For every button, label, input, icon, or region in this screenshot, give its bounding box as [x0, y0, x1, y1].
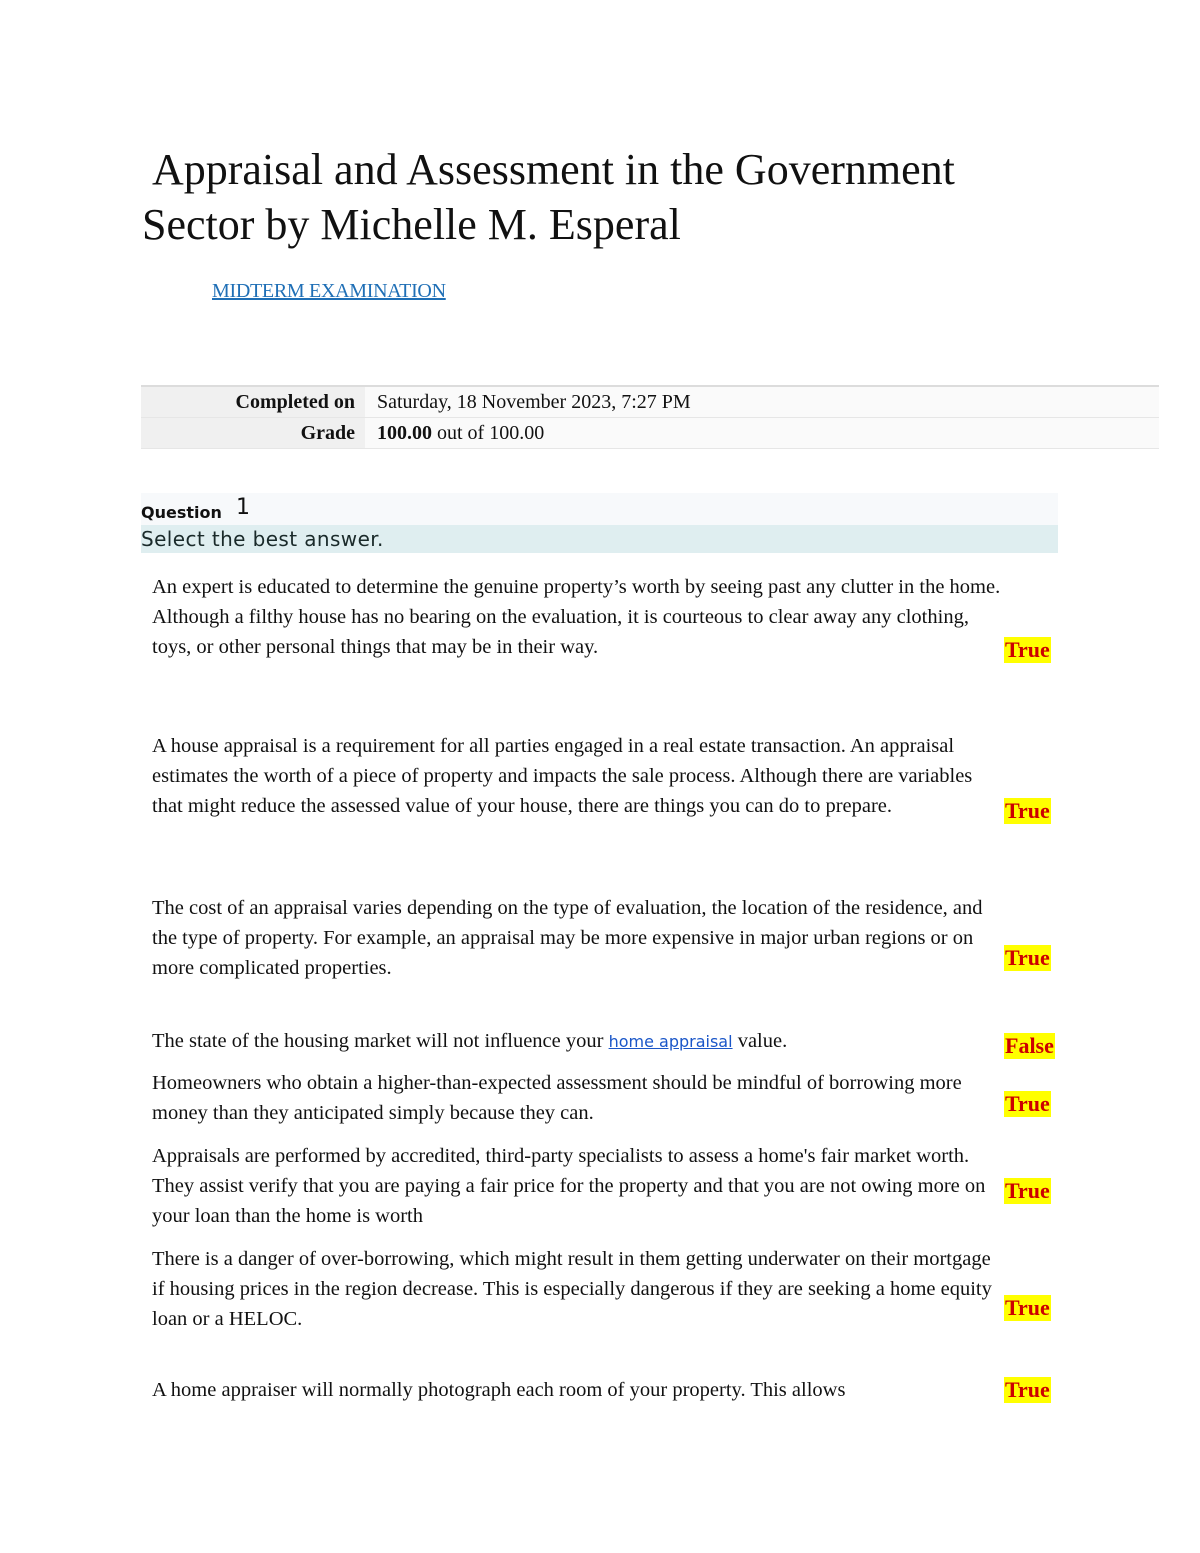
answer-6: True	[1005, 1178, 1050, 1203]
home-appraisal-link[interactable]: home appraisal	[608, 1032, 733, 1051]
answer-1: True	[1005, 637, 1050, 662]
statement-6: Appraisals are performed by accredited, third-party specialists to assess a home's fair market worth. They assist verify that you are paying a fair price for the property and that you are not owing more on your loan than the home is worth	[152, 1145, 986, 1227]
answer-8: True	[1005, 1377, 1050, 1402]
answer-7: True	[1005, 1295, 1050, 1320]
statement-7: There is a danger of over-borrowing, which might result in them getting underwater on their mortgage if housing prices in the region decrease. This is especially dangerous if they are seeking a home equity loan or a HELOC.	[152, 1248, 992, 1330]
statement-3: The cost of an appraisal varies depending on the type of evaluation, the location of the residence, and the type of property. For example, an appraisal may be more expensive in major urban regions or on more complicated properties.	[152, 897, 983, 979]
answer-3: True	[1005, 945, 1050, 970]
document-title-line1: Appraisal and Assessment in the Government	[152, 145, 955, 194]
statement-4	[152, 1026, 1002, 1057]
statement-2: A house appraisal is a requirement for all parties engaged in a real estate transaction. An appraisal estimates the worth of a piece of property and impacts the sale process. Although there are variables that might reduce the assessed value of your house, there are things you can do to prepare.	[152, 735, 973, 817]
statement-8: A home appraiser will normally photograph each room of your property. This allows	[152, 1379, 846, 1401]
grade-suffix: out of 100.00	[432, 422, 545, 444]
question-number: 1	[236, 495, 250, 520]
statement-1: An expert is educated to determine the genuine property’s worth by seeing past any clutter in the home. Although a filthy house has no bearing on the evaluation, it is courteous to clear away any clothing, toys, or other personal things that may be in their way.	[152, 576, 1001, 658]
grade-row	[141, 418, 1159, 449]
question-label: Question	[141, 503, 222, 522]
grade-value-cell	[365, 418, 1159, 448]
grade-value: 100.00	[377, 422, 432, 444]
midterm-examination-link[interactable]: MIDTERM EXAMINATION	[212, 280, 446, 302]
completed-value: Saturday, 18 November 2023, 7:27 PM	[365, 387, 1159, 417]
statement-4-after: value.	[732, 1030, 788, 1052]
question-instruction: Select the best answer.	[141, 525, 1058, 553]
document-title-line2: Sector by Michelle M. Esperal	[142, 200, 681, 249]
answer-2: True	[1005, 798, 1050, 823]
completed-label: Completed on	[141, 387, 365, 417]
document-title	[142, 142, 1042, 252]
attempt-summary-table	[141, 385, 1159, 449]
statement-4-before: The state of the housing market will not influence your	[152, 1030, 609, 1052]
question-header	[141, 493, 1058, 525]
grade-label: Grade	[141, 418, 365, 448]
statement-5: Homeowners who obtain a higher-than-expected assessment should be mindful of borrowing more money than they anticipated simply because they can.	[152, 1072, 962, 1124]
answer-4: False	[1005, 1033, 1054, 1058]
answer-5: True	[1005, 1091, 1050, 1116]
completed-row	[141, 387, 1159, 418]
